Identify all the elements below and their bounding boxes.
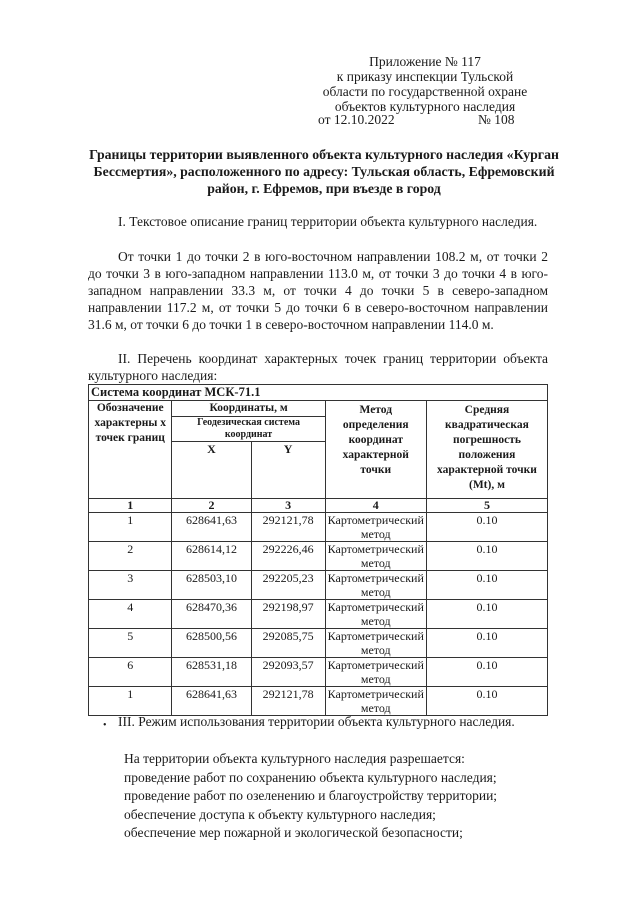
list-item: На территории объекта культурного наследия разрешается: <box>124 751 465 766</box>
list-item: проведение работ по озеленению и благоустройству территории; <box>124 788 498 803</box>
column-number: 1 <box>89 499 172 513</box>
appendix-block <box>300 54 550 114</box>
section3-heading: III. Режим использования территории объекта культурного наследия. <box>118 714 515 729</box>
point-cell: 6 <box>89 658 172 687</box>
x-cell: 628641,63 <box>172 513 251 542</box>
list-item: обеспечение доступа к объекту культурного наследия; <box>124 806 436 822</box>
col-error-header: Средняя квадратическая погрешность положения характерной точки (Mt), м <box>426 401 547 499</box>
section1-text: От точки 1 до точки 2 в юго-восточном направлении 108.2 м, от точки 2 до точки 3 в юго-западном направлении 113.0 м, от точки 3 до точки 4 в юго-западном направлении 33.3 м, от точки 4 до точки 5 в северо-западном направлении 117.2 м, от точки 5 до точки 6 в северо-восточном направлении 31.6 м, от точки 6 до точки 1 в северо-восточном направлении 114.0 м. <box>88 249 548 332</box>
y-cell: 292085,75 <box>251 629 325 658</box>
appendix-line: области по государственной охране <box>322 84 528 99</box>
y-cell: 292121,78 <box>251 513 325 542</box>
method-cell: Картометрический метод <box>325 542 426 571</box>
section2-heading: II. Перечень координат характерных точек границ территории объекта культурного наследия: <box>88 351 548 383</box>
method-cell: Картометрический метод <box>325 687 426 716</box>
y-cell: 292205,23 <box>251 571 325 600</box>
table-row <box>89 571 548 600</box>
point-cell: 2 <box>89 542 172 571</box>
column-number: 3 <box>251 499 325 513</box>
col-method-header: Метод определения координат характерной точки <box>325 401 426 499</box>
column-numbers-row <box>89 499 548 513</box>
table-row <box>89 600 548 629</box>
order-date-number <box>318 112 515 128</box>
x-cell: 628503,10 <box>172 571 251 600</box>
method-cell: Картометрический метод <box>325 629 426 658</box>
point-cell: 1 <box>89 687 172 716</box>
x-cell: 628531,18 <box>172 658 251 687</box>
document-title: Границы территории выявленного объекта культурного наследия «Курган Бессмертия», расположенного по адресу: Тульская область, Ефремовский район, г. Ефремов, при въезде в город <box>89 147 559 196</box>
appendix-line: к приказу инспекции Тульской <box>336 69 514 84</box>
error-cell: 0.10 <box>426 600 547 629</box>
permitted-list <box>124 750 497 843</box>
x-cell: 628470,36 <box>172 600 251 629</box>
method-cell: Картометрический метод <box>325 600 426 629</box>
bullet-mark-icon: • <box>103 720 107 731</box>
appendix-line: объектов культурного наследия <box>334 99 516 114</box>
y-cell: 292093,57 <box>251 658 325 687</box>
table-row <box>89 513 548 542</box>
error-cell: 0.10 <box>426 687 547 716</box>
order-number: № 108 <box>478 112 515 127</box>
list-item: проведение работ по сохранению объекта культурного наследия; <box>124 769 497 785</box>
order-date: от 12.10.2022 <box>318 112 395 127</box>
col-point-header: Обозначение характерны х точек границ <box>89 401 172 499</box>
table-row <box>89 687 548 716</box>
coordinate-system: Система координат МСК-71.1 <box>89 385 548 401</box>
col-x-header: X <box>172 442 251 499</box>
point-cell: 1 <box>89 513 172 542</box>
error-cell: 0.10 <box>426 571 547 600</box>
list-item: обеспечение мер пожарной и экологической безопасности; <box>124 825 463 840</box>
error-cell: 0.10 <box>426 513 547 542</box>
point-cell: 5 <box>89 629 172 658</box>
column-number: 4 <box>325 499 426 513</box>
point-cell: 4 <box>89 600 172 629</box>
col-geo-header: Геодезическая система координат <box>172 417 325 442</box>
col-coords-header: Координаты, м <box>172 401 325 417</box>
error-cell: 0.10 <box>426 658 547 687</box>
table-row <box>89 629 548 658</box>
appendix-line: Приложение № 117 <box>369 54 481 69</box>
column-number: 2 <box>172 499 251 513</box>
x-cell: 628641,63 <box>172 687 251 716</box>
col-y-header: Y <box>251 442 325 499</box>
method-cell: Картометрический метод <box>325 658 426 687</box>
method-cell: Картометрический метод <box>325 571 426 600</box>
error-cell: 0.10 <box>426 542 547 571</box>
y-cell: 292226,46 <box>251 542 325 571</box>
table-row <box>89 658 548 687</box>
y-cell: 292198,97 <box>251 600 325 629</box>
x-cell: 628614,12 <box>172 542 251 571</box>
y-cell: 292121,78 <box>251 687 325 716</box>
point-cell: 3 <box>89 571 172 600</box>
section1-heading: I. Текстовое описание границ территории объекта культурного наследия. <box>118 214 538 229</box>
error-cell: 0.10 <box>426 629 547 658</box>
table-row <box>89 542 548 571</box>
method-cell: Картометрический метод <box>325 513 426 542</box>
coordinates-table <box>88 384 548 716</box>
x-cell: 628500,56 <box>172 629 251 658</box>
column-number: 5 <box>426 499 547 513</box>
